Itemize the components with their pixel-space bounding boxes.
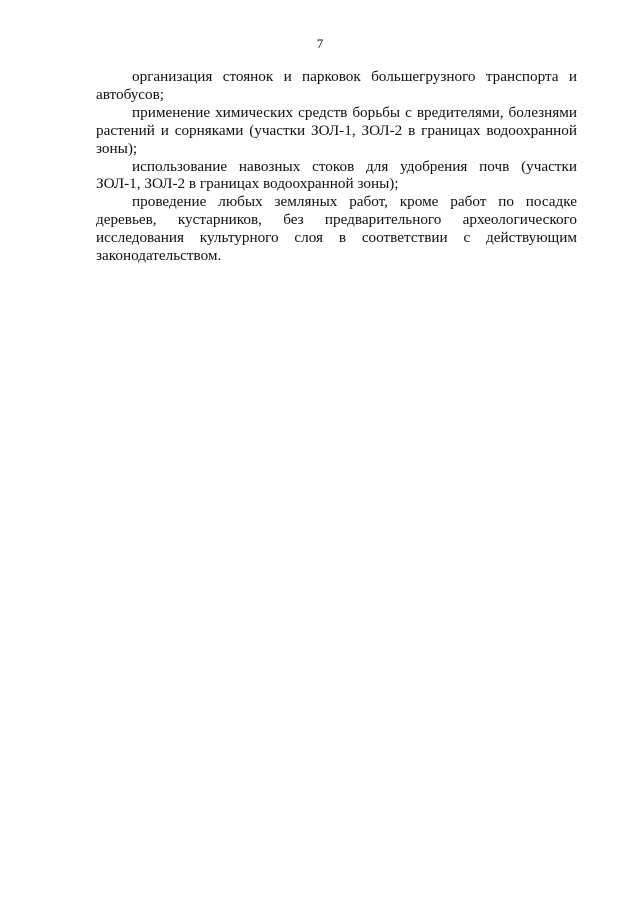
paragraph-chemical-restriction: применение химических средств борьбы с вредителями, болезнями растений и сорняками (участки ЗОЛ-1, ЗОЛ-2 в границах водоохранной зоны); bbox=[96, 103, 577, 157]
paragraph-manure-restriction: использование навозных стоков для удобрения почв (участки ЗОЛ-1, ЗОЛ-2 в границах водоохранной зоны); bbox=[96, 157, 577, 193]
document-body bbox=[96, 68, 577, 265]
page-number: 7 bbox=[316, 36, 324, 51]
paragraph-earthworks-restriction: проведение любых земляных работ, кроме работ по посадке деревьев, кустарников, без предварительного археологического исследования культурного слоя в соответствии с действующим законодательством. bbox=[96, 193, 577, 265]
paragraph-parking-restriction: организация стоянок и парковок большегрузного транспорта и автобусов; bbox=[96, 68, 577, 103]
